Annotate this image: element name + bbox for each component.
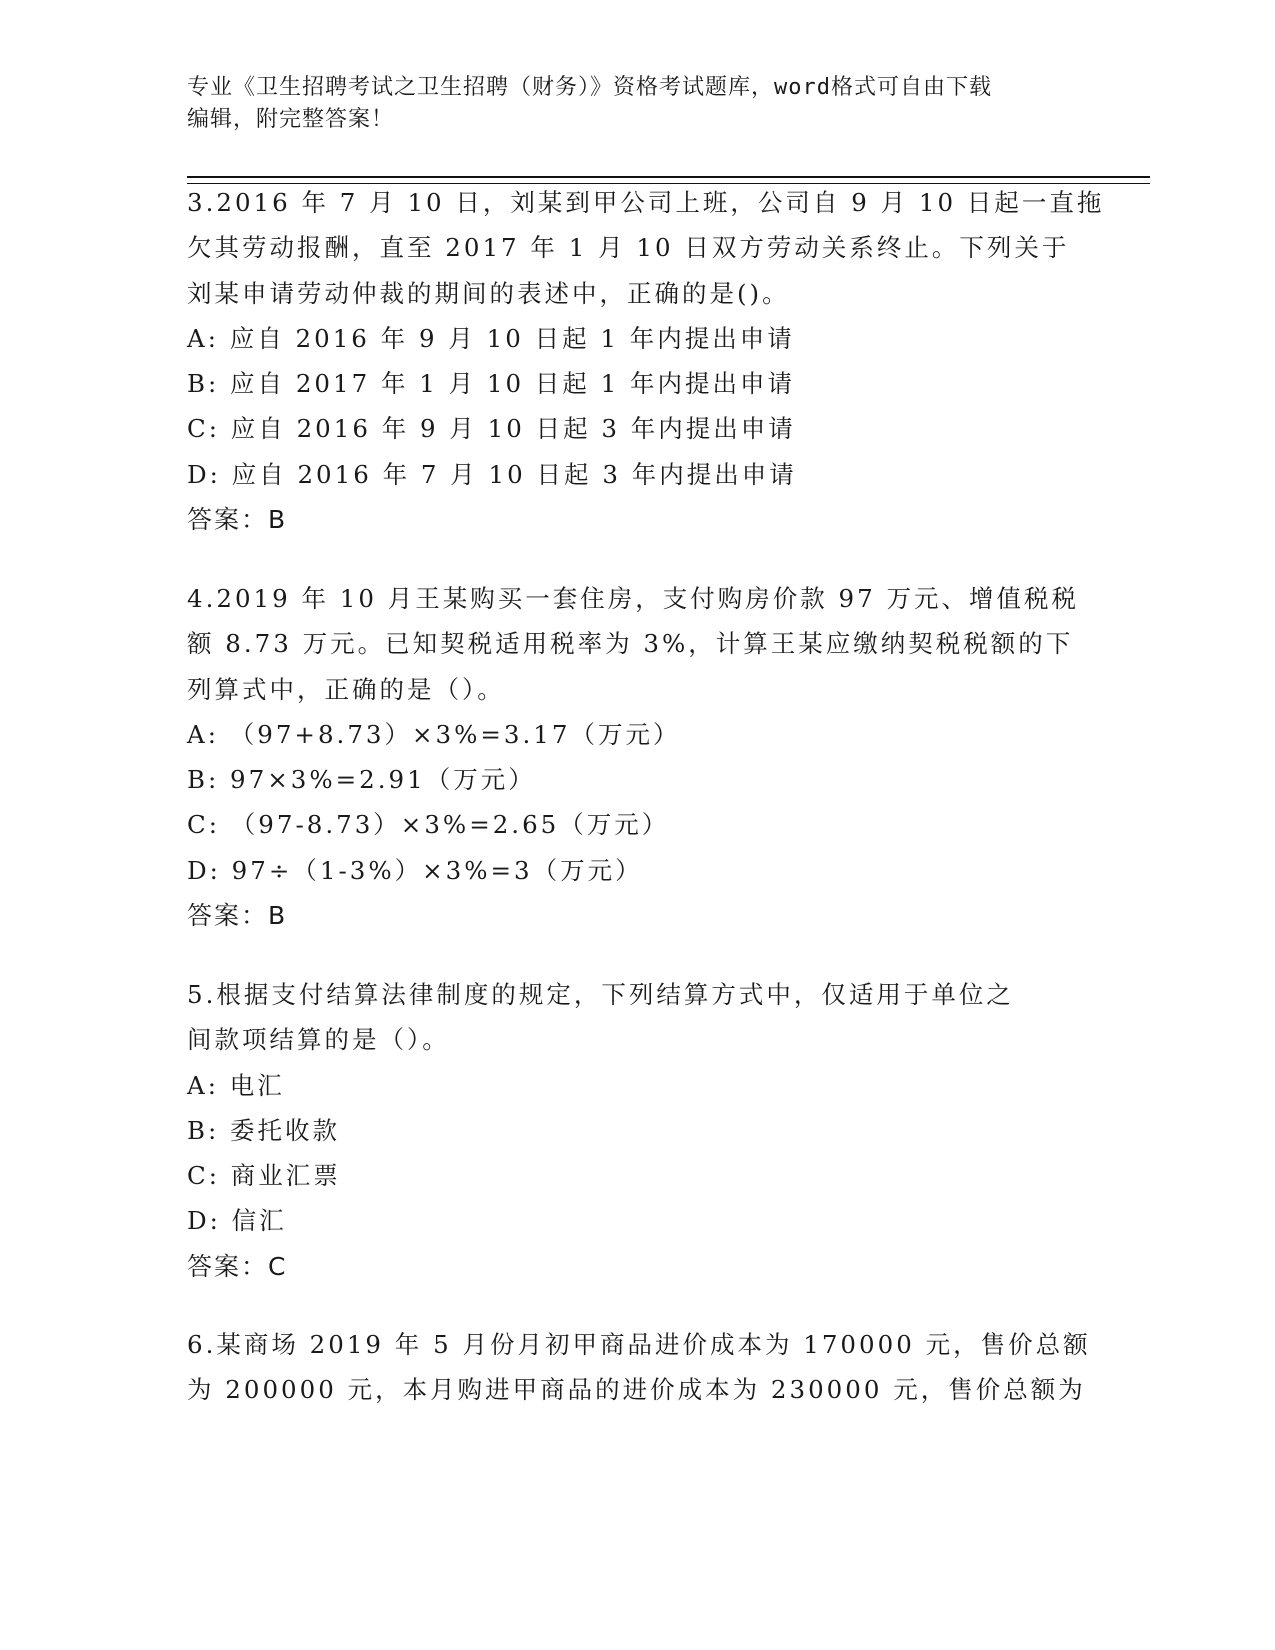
option-d: D: 信汇 — [187, 1206, 287, 1236]
option-b: B: 应自 2017 年 1 月 10 日起 1 年内提出申请 — [187, 369, 796, 399]
document-header — [187, 72, 1067, 136]
option-a: A: 电汇 — [187, 1070, 285, 1100]
option-c: C: 商业汇票 — [187, 1161, 341, 1191]
question-text-line: 4.2019 年 10 月王某购买一套住房，支付购房价款 97 万元、增值税税 — [187, 584, 1080, 613]
question-text-line: 刘某申请劳动仲裁的期间的表述中，正确的是()。 — [187, 278, 790, 308]
question-text-line: 列算式中，正确的是（）。 — [187, 674, 505, 704]
option-d: D: 应自 2016 年 7 月 10 日起 3 年内提出申请 — [187, 459, 797, 489]
question-text-line: 6.某商场 2019 年 5 月份月初甲商品进价成本为 170000 元，售价总额 — [187, 1330, 1091, 1359]
header-divider-thick — [187, 176, 1150, 178]
option-c: C: （97-8.73）×3%=2.65（万元） — [187, 810, 670, 840]
question-text-line: 3.2016 年 7 月 10 日，刘某到甲公司上班，公司自 9 月 10 日起一直拖 — [187, 188, 1105, 217]
answer-label: 答案：B — [187, 505, 288, 535]
question-text-line: 间款项结算的是（）。 — [187, 1025, 450, 1055]
question-text-line: 5.根据支付结算法律制度的规定，下列结算方式中，仅适用于单位之 — [187, 980, 1014, 1009]
question-text-line: 额 8.73 万元。已知契税适用税率为 3%，计算王某应缴纳契税税额的下 — [187, 629, 1074, 659]
option-d: D: 97÷（1-3%）×3%=3（万元） — [187, 855, 643, 885]
option-b: B: 委托收款 — [187, 1115, 341, 1145]
question-3 — [187, 180, 1105, 542]
option-b: B: 97×3%=2.91（万元） — [187, 765, 536, 795]
question-4 — [187, 576, 1087, 938]
option-a: A: 应自 2016 年 9 月 10 日起 1 年内提出申请 — [187, 323, 795, 353]
question-text-line: 为 200000 元，本月购进甲商品的进价成本为 230000 元，售价总额为 — [187, 1375, 1086, 1405]
question-6 — [187, 1322, 1091, 1413]
answer-label: 答案：C — [187, 1251, 288, 1281]
answer-label: 答案：B — [187, 901, 288, 931]
question-text-line: 欠其劳动报酬，直至 2017 年 1 月 10 日双方劳动关系终止。下列关于 — [187, 233, 1070, 263]
option-c: C: 应自 2016 年 9 月 10 日起 3 年内提出申请 — [187, 414, 796, 444]
option-a: A: （97+8.73）×3%=3.17（万元） — [187, 719, 681, 749]
question-5 — [187, 972, 1087, 1289]
header-line-2: 编辑，附完整答案！ — [187, 107, 395, 132]
header-line-1: 专业《卫生招聘考试之卫生招聘（财务）》资格考试题库，word格式可自由下载 — [187, 75, 992, 100]
